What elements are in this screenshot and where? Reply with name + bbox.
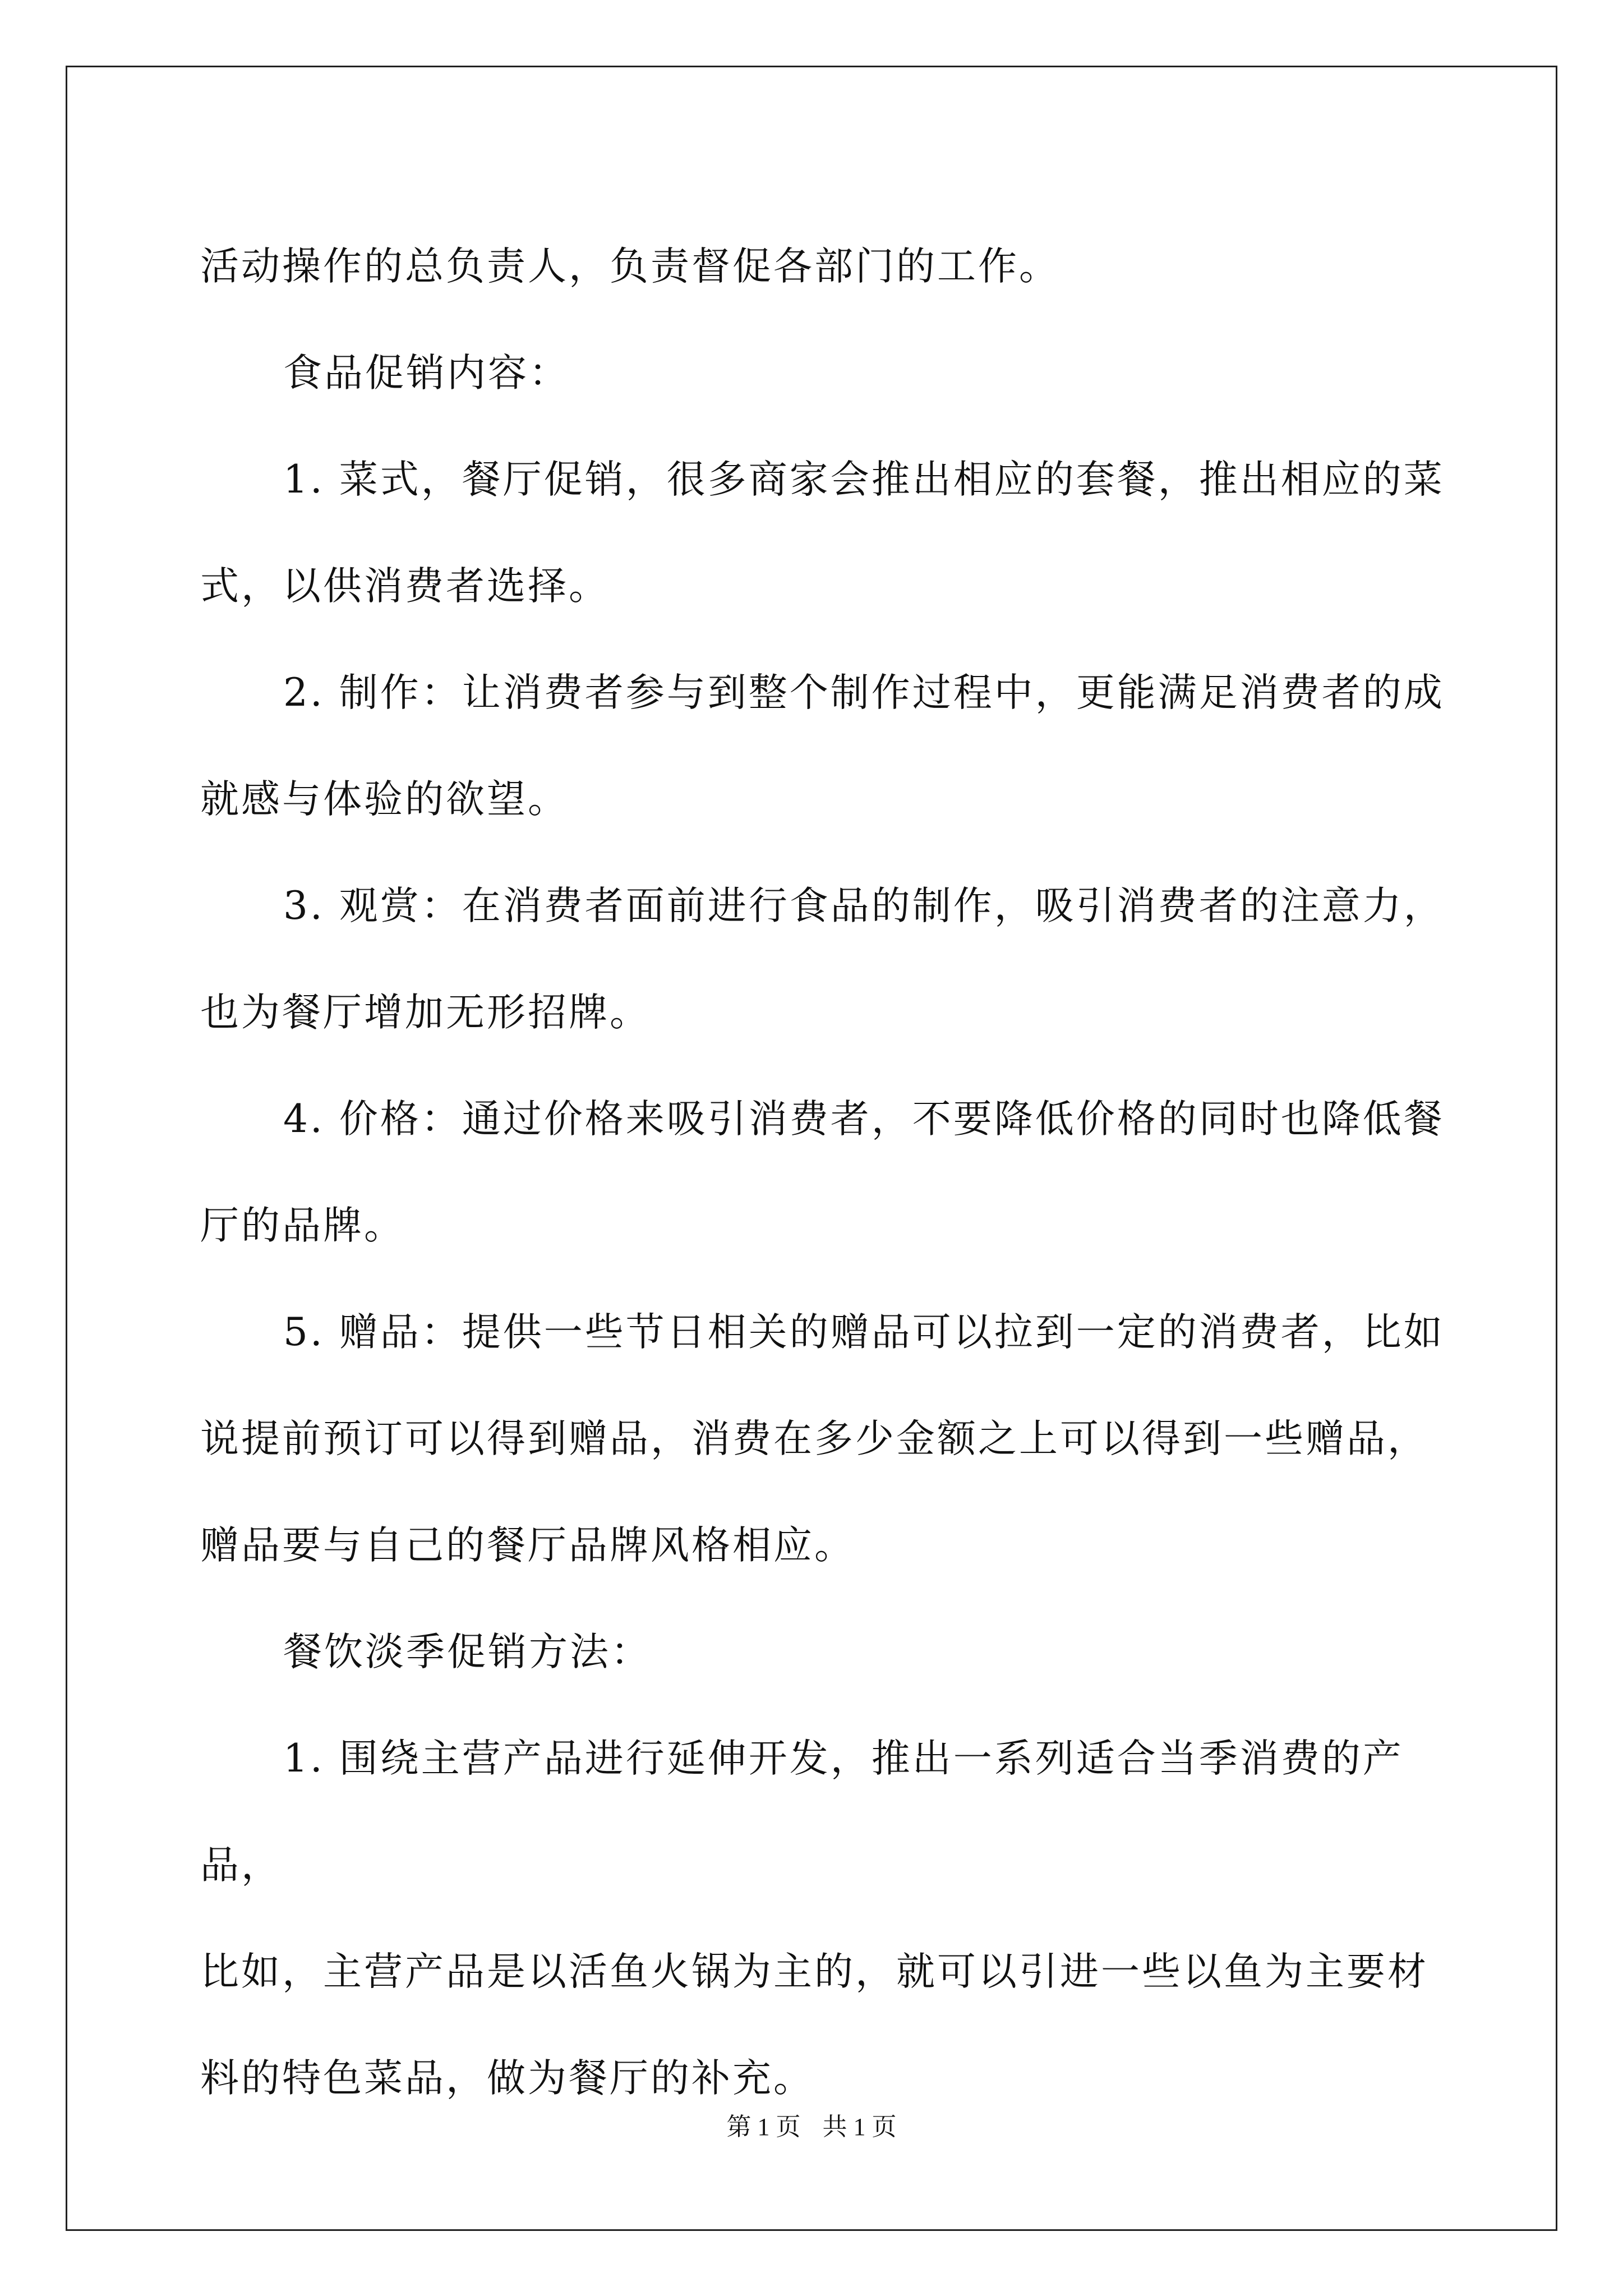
page-footer	[0, 2106, 1623, 2142]
list-item	[200, 1705, 1462, 2132]
text-line: 说提前预订可以得到赠品，消费在多少金额之上可以得到一些赠品，	[200, 1416, 1428, 1461]
text-line: 餐饮淡季促销方法：	[283, 1630, 652, 1674]
text-line: 活动操作的总负责人，负责督促各部门的工作。	[200, 244, 1060, 289]
page-total: 共 1 页	[822, 2113, 897, 2141]
list-item	[200, 1066, 1462, 1279]
text-line: 就感与体验的欲望。	[200, 777, 569, 822]
list-item	[200, 639, 1462, 853]
list-item	[200, 426, 1462, 639]
text-line: 也为餐厅增加无形招牌。	[200, 990, 651, 1035]
text-line: 食品促销内容：	[283, 351, 570, 395]
text-line: 4. 价格：通过价格来吸引消费者，不要降低价格的同时也降低餐	[283, 1097, 1445, 1142]
text-line: 3. 观赏：在消费者面前进行食品的制作，吸引消费者的注意力，	[283, 884, 1445, 928]
text-line: 式，以供消费者选择。	[200, 564, 610, 609]
text-line: 5. 赠品：提供一些节日相关的赠品可以拉到一定的消费者，比如	[283, 1310, 1445, 1355]
text-line: 比如，主营产品是以活鱼火锅为主的，就可以引进一些以鱼为主要材	[200, 1949, 1428, 1994]
text-line: 1. 菜式，餐厅促销，很多商家会推出相应的套餐，推出相应的菜	[283, 457, 1445, 502]
section-heading	[200, 320, 1462, 426]
text-line: 厅的品牌。	[200, 1203, 405, 1248]
page-number: 第 1 页	[726, 2113, 801, 2141]
text-line: 赠品要与自己的餐厅品牌风格相应。	[200, 1523, 855, 1568]
text-line: 2. 制作：让消费者参与到整个制作过程中，更能满足消费者的成	[283, 670, 1445, 715]
text-line: 1. 围绕主营产品进行延伸开发，推出一系列适合当季消费的产品，	[200, 1736, 1404, 1888]
list-item	[200, 853, 1462, 1066]
section-heading	[200, 1599, 1462, 1705]
text-line: 料的特色菜品，做为餐厅的补充。	[200, 2056, 814, 2101]
list-item	[200, 1279, 1462, 1599]
document-body	[200, 213, 1462, 2132]
paragraph	[200, 213, 1462, 320]
